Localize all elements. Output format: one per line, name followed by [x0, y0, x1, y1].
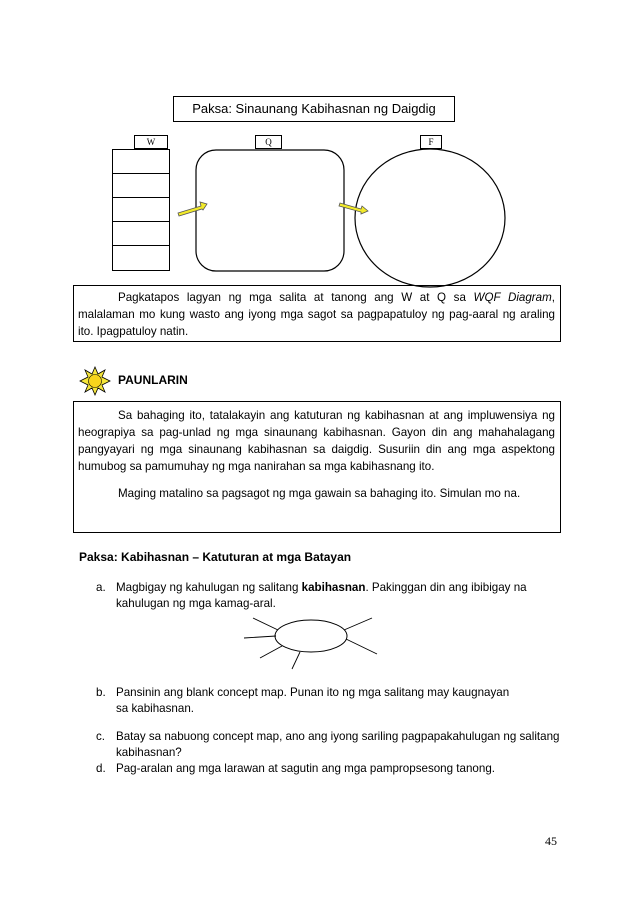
list-item — [96, 761, 562, 777]
list-item — [96, 729, 562, 761]
q-rounded-box — [196, 150, 344, 271]
item-list-cd — [96, 729, 562, 777]
paunlarin-paragraph-2: Maging matalino sa pagsagot ng mga gawain sa bahaging ito. Simulan mo na. — [118, 487, 521, 500]
diagram-topic-label: Paksa: Sinaunang Kabihasnan ng Daigdig — [173, 96, 455, 122]
page-number: 45 — [545, 834, 557, 848]
concept-map-spoke — [346, 639, 377, 654]
item-text-before: Magbigay ng kahulugan ng salitang — [116, 581, 302, 594]
w-label: W — [134, 135, 168, 149]
item-marker: c. — [96, 730, 106, 743]
f-label: F — [420, 135, 442, 149]
item-marker: a. — [96, 581, 106, 594]
sun-icon — [79, 366, 111, 396]
paunlarin-box — [73, 401, 561, 533]
topic-title: Kabihasnan – Katuturan at mga Batayan — [117, 550, 352, 564]
concept-map-spoke — [344, 618, 372, 630]
topic-heading — [79, 550, 351, 564]
list-item — [96, 685, 562, 717]
instruction-text-italic: WQF Diagram — [473, 291, 552, 304]
instruction-box — [73, 285, 561, 342]
topic-prefix: Paksa: — [79, 550, 118, 564]
arrow-q-to-f-icon — [339, 203, 368, 214]
item-list-b — [96, 685, 562, 717]
item-text-after: . Pakinggan din ang ibibigay na kahulugan ng mga kamag-aral. — [116, 581, 527, 610]
arrow-w-to-q-icon — [178, 202, 207, 216]
item-text: Pansinin ang blank concept map. Punan ito ng mga salitang may kaugnayan sa kabihasnan. — [116, 686, 510, 715]
concept-map-spoke — [244, 636, 276, 638]
list-item — [96, 580, 562, 612]
item-text: Batay sa nabuong concept map, ano ang iyong sariling pagpapakahulugan ng salitang kabihasnan? — [116, 730, 560, 759]
item-marker: d. — [96, 762, 106, 775]
f-circle — [355, 149, 505, 287]
wqf-shapes — [0, 0, 638, 290]
q-label: Q — [255, 135, 282, 149]
item-text-bold: kabihasnan — [301, 581, 366, 594]
paunlarin-paragraph-1: Sa bahaging ito, tatalakayin ang katuturan ng kabihasnan at ang impluwensiya ng heograpiya sa pag-unlad ng mga sinaunang kabihasnan. Gayon din ang mahahalagang pangyayari ng mga sinaunang kabihasnan sa daigdig. Susuriin din ang mga aspektong humubog sa pamumuhay ng mga nanirahan sa mga kabihasnang ito. — [78, 409, 555, 473]
item-marker: b. — [96, 686, 106, 699]
item-list-a — [96, 580, 562, 612]
concept-map-spoke — [253, 618, 278, 630]
item-text: Pag-aralan ang mga larawan at sagutin ang mga pampropsesong tanong. — [116, 762, 495, 775]
concept-map-spoke — [260, 646, 282, 658]
instruction-text-before: Pagkatapos lagyan ng mga salita at tanong ang W at Q sa — [118, 291, 474, 304]
section-title: PAUNLARIN — [118, 373, 188, 387]
concept-map-spoke — [292, 652, 300, 669]
concept-map-center — [275, 620, 347, 652]
instruction-text-after: , malalaman mo kung wasto ang iyong mga sagot sa pagpapatuloy ng pag-aaral ng araling ito. Ipagpatuloy natin. — [78, 291, 555, 338]
blank-concept-map — [240, 612, 380, 670]
